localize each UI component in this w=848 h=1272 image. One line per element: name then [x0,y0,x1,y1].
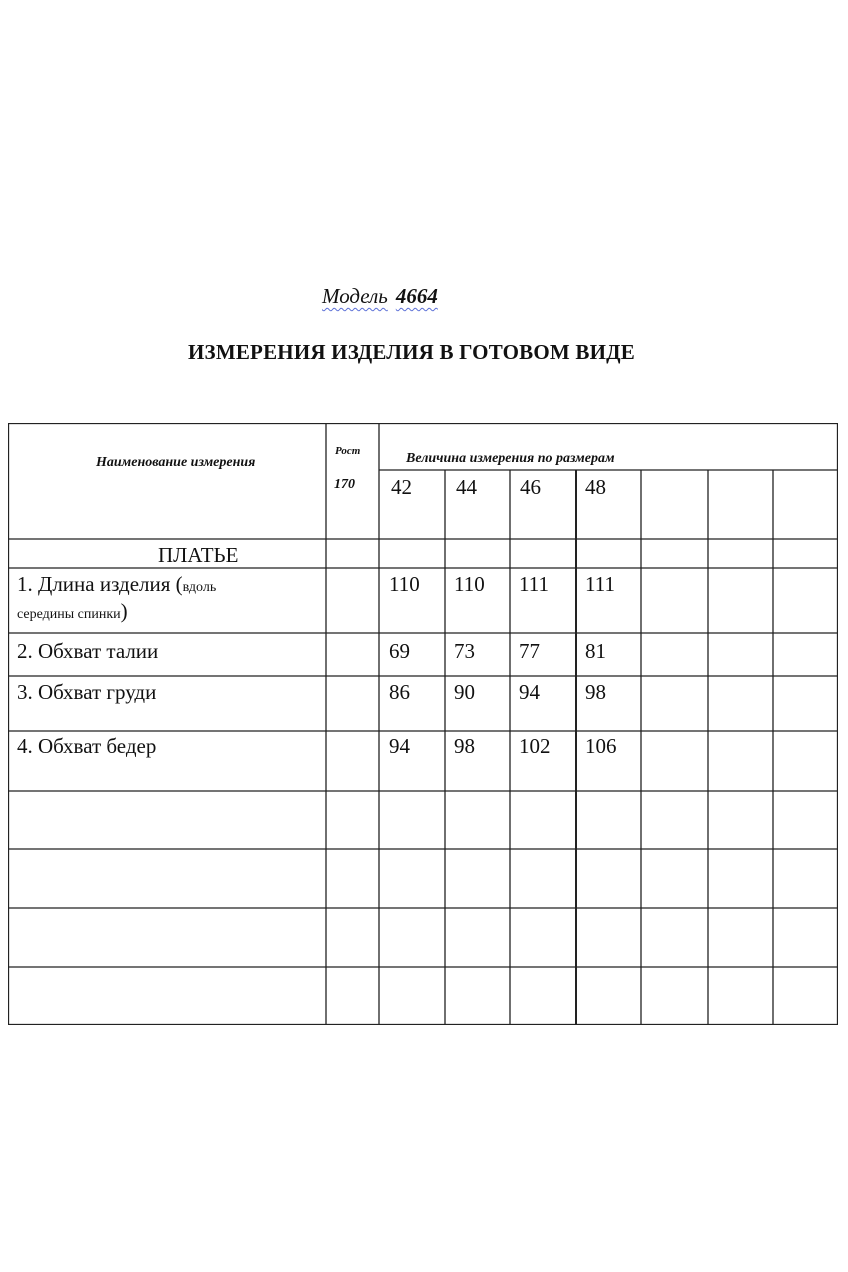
model-number: 4664 [395,284,438,308]
value-hips-44: 98 [454,734,475,758]
section-title: ПЛАТЬЕ [158,543,239,567]
measurement-table [8,423,838,1025]
value-waist-46: 77 [519,639,540,663]
row-name-hips: 4. Обхват бедер [17,734,157,758]
value-chest-44: 90 [454,680,475,704]
value-hips-46: 102 [519,734,551,758]
value-chest-46: 94 [519,680,540,704]
value-length-46: 111 [519,572,549,596]
row-name-length-note: середины спинки) [17,599,128,623]
model-label: Модель [322,284,388,308]
value-waist-44: 73 [454,639,475,663]
column-header-name: Наименование измерения [96,455,256,470]
value-hips-42: 94 [389,734,410,758]
value-chest-48: 98 [585,680,606,704]
height-value: 170 [334,477,355,492]
size-46: 46 [520,475,541,499]
sizes-header: Величина измерения по размерам [406,451,615,466]
value-chest-42: 86 [389,680,410,704]
size-48: 48 [585,475,606,499]
size-42: 42 [391,475,412,499]
value-waist-48: 81 [585,639,606,663]
value-length-44: 110 [454,572,485,596]
table-grid-lines [8,423,838,1025]
value-hips-48: 106 [585,734,617,758]
value-waist-42: 69 [389,639,410,663]
row-name-waist: 2. Обхват талии [17,639,159,663]
row-name-length: 1. Длина изделия (вдоль [17,572,217,596]
value-length-48: 111 [585,572,615,596]
row-name-chest: 3. Обхват груди [17,680,157,704]
column-header-height: Рост [335,445,361,457]
document-title: ИЗМЕРЕНИЯ ИЗДЕЛИЯ В ГОТОВОМ ВИДЕ [188,340,635,364]
model-line [322,284,438,309]
value-length-42: 110 [389,572,420,596]
size-44: 44 [456,475,477,499]
